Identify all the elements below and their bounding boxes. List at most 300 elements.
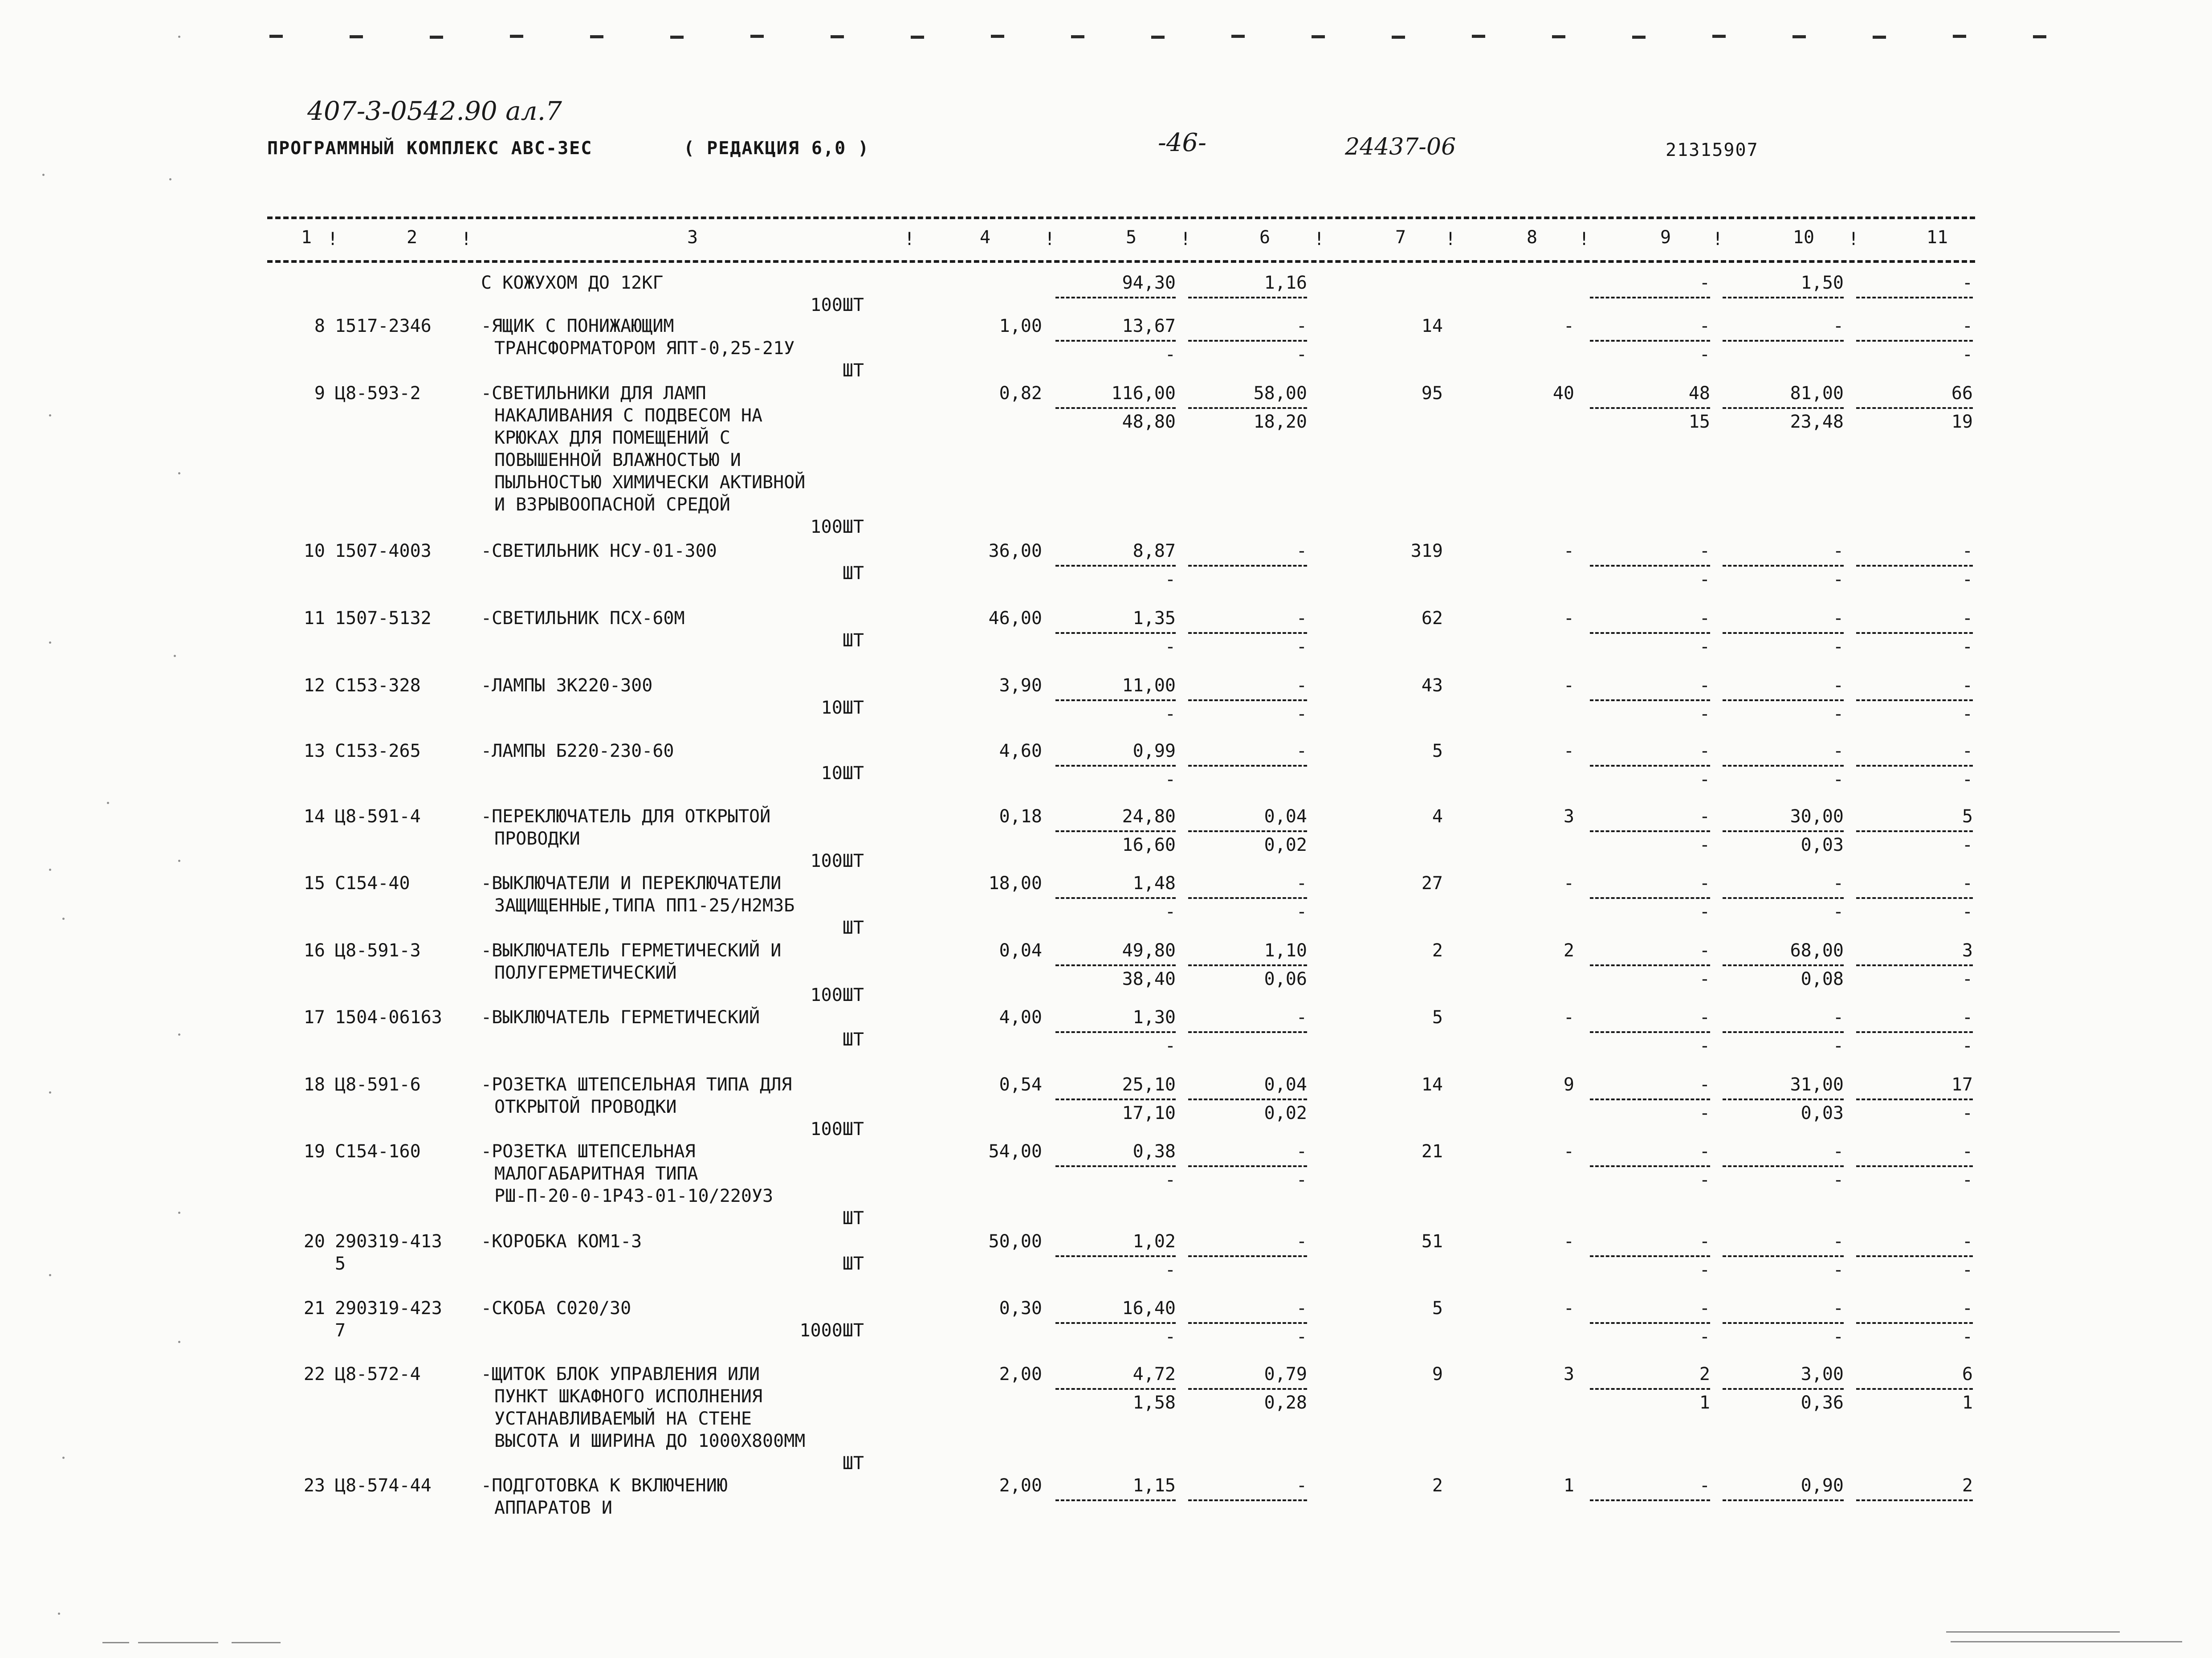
value-underline xyxy=(1723,297,1844,298)
secondary-value-col-11: 19 xyxy=(1951,412,1973,432)
item-description: -ВЫКЛЮЧАТЕЛИ И ПЕРЕКЛЮЧАТЕЛИ xyxy=(481,873,782,894)
secondary-value-col-6: 0,02 xyxy=(1264,835,1307,855)
value-col-11: - xyxy=(1962,1141,1973,1162)
resource-code: Ц8-593-2 xyxy=(335,383,421,404)
column-number-1: 1 xyxy=(301,227,312,248)
secondary-value-col-6: - xyxy=(1296,704,1307,724)
value-col-11: - xyxy=(1962,1231,1973,1252)
secondary-value-col-11: - xyxy=(1962,1036,1973,1056)
secondary-value-col-6: - xyxy=(1296,1170,1307,1190)
secondary-value-col-5: - xyxy=(1165,902,1176,922)
value-col-7: 14 xyxy=(1421,316,1443,336)
value-col-10: 0,90 xyxy=(1801,1475,1844,1496)
value-col-7: 43 xyxy=(1421,675,1443,696)
value-col-6: - xyxy=(1296,1298,1307,1319)
scan-mark xyxy=(138,1642,218,1643)
value-underline xyxy=(1188,830,1307,832)
column-number-5: 5 xyxy=(1125,227,1137,248)
resource-code: 1517-2346 xyxy=(335,316,432,336)
column-separator: ! xyxy=(1314,229,1325,249)
value-col-8: 1 xyxy=(1563,1475,1574,1496)
secondary-value-col-10: - xyxy=(1833,704,1844,724)
value-col-9: - xyxy=(1699,1141,1710,1162)
secondary-value-col-9: - xyxy=(1699,704,1710,724)
value-col-9: - xyxy=(1699,1231,1710,1252)
row-number: 20 xyxy=(303,1231,325,1252)
top-dash xyxy=(911,36,924,39)
item-description: УСТАНАВЛИВАЕМЫЙ НА СТЕНЕ xyxy=(494,1409,752,1429)
secondary-value-col-5: - xyxy=(1165,569,1176,590)
secondary-value-col-9: - xyxy=(1699,569,1710,590)
secondary-value-col-11: - xyxy=(1962,344,1973,365)
header-top-rule xyxy=(267,216,1975,219)
scan-mark xyxy=(1951,1641,2182,1642)
value-underline xyxy=(1188,897,1307,899)
row-number: 16 xyxy=(303,940,325,961)
row-number: 15 xyxy=(303,873,325,894)
value-underline xyxy=(1723,340,1844,342)
value-underline xyxy=(1856,1031,1973,1033)
value-col-8: - xyxy=(1563,1298,1574,1319)
secondary-value-col-11: - xyxy=(1962,969,1973,989)
value-underline xyxy=(1055,632,1176,634)
unit-of-measure: ШТ xyxy=(842,360,864,381)
value-underline xyxy=(1188,699,1307,701)
value-col-5: 16,40 xyxy=(1122,1298,1176,1319)
scan-speck xyxy=(49,1091,51,1094)
secondary-value-col-5: - xyxy=(1165,1327,1176,1347)
value-underline xyxy=(1856,632,1973,634)
value-underline xyxy=(1055,340,1176,342)
value-col-7: 14 xyxy=(1421,1074,1443,1095)
value-col-4: 0,04 xyxy=(999,940,1042,961)
scan-mark xyxy=(102,1642,129,1643)
value-underline xyxy=(1055,897,1176,899)
value-underline xyxy=(1590,699,1710,701)
item-description: -ВЫКЛЮЧАТЕЛЬ ГЕРМЕТИЧЕСКИЙ И xyxy=(481,940,782,961)
item-description: -ПЕРЕКЛЮЧАТЕЛЬ ДЛЯ ОТКРЫТОЙ xyxy=(481,806,771,827)
value-col-5: 24,80 xyxy=(1122,806,1176,827)
value-underline xyxy=(1856,565,1973,567)
secondary-value-col-5: 48,80 xyxy=(1122,412,1176,432)
secondary-value-col-10: 0,36 xyxy=(1801,1393,1844,1413)
value-underline xyxy=(1723,830,1844,832)
value-col-8: - xyxy=(1563,1007,1574,1028)
item-description: -ПОДГОТОВКА К ВКЛЮЧЕНИЮ xyxy=(481,1475,728,1496)
scan-speck xyxy=(62,918,65,920)
scan-speck xyxy=(62,1457,65,1459)
scan-mark xyxy=(232,1642,281,1643)
value-col-10: 31,00 xyxy=(1790,1074,1844,1095)
value-col-11: - xyxy=(1962,873,1973,894)
value-col-9: - xyxy=(1699,806,1710,827)
value-col-6: 0,04 xyxy=(1264,1074,1307,1095)
value-col-10: - xyxy=(1833,675,1844,696)
secondary-value-col-9: - xyxy=(1699,1327,1710,1347)
value-col-4: 0,82 xyxy=(999,383,1042,404)
value-col-8: 9 xyxy=(1563,1074,1574,1095)
scan-speck xyxy=(107,802,109,804)
value-col-10: - xyxy=(1833,1231,1844,1252)
value-underline xyxy=(1188,1099,1307,1100)
secondary-value-col-10: 0,03 xyxy=(1801,835,1844,855)
resource-code: 290319-423 xyxy=(335,1298,442,1319)
secondary-value-col-6: 0,28 xyxy=(1264,1393,1307,1413)
value-col-10: 3,00 xyxy=(1801,1364,1844,1384)
unit-of-measure: ШТ xyxy=(842,1254,864,1274)
secondary-value-col-11: - xyxy=(1962,704,1973,724)
value-underline xyxy=(1856,407,1973,409)
unit-of-measure: 10ШТ xyxy=(821,763,864,784)
value-col-10: - xyxy=(1833,316,1844,336)
value-underline xyxy=(1856,297,1973,298)
unit-of-measure: ШТ xyxy=(842,630,864,651)
secondary-value-col-10: - xyxy=(1833,1260,1844,1280)
column-number-3: 3 xyxy=(687,227,698,248)
secondary-value-col-6: - xyxy=(1296,1327,1307,1347)
row-number: 11 xyxy=(303,608,325,629)
value-col-4: 3,90 xyxy=(999,675,1042,696)
secondary-value-col-9: - xyxy=(1699,835,1710,855)
value-col-10: - xyxy=(1833,541,1844,561)
value-col-6: 1,10 xyxy=(1264,940,1307,961)
item-description: ПРОВОДКИ xyxy=(494,829,580,849)
item-description: ОТКРЫТОЙ ПРОВОДКИ xyxy=(494,1097,677,1117)
scan-speck xyxy=(178,1341,180,1343)
column-separator: ! xyxy=(327,229,338,249)
column-number-2: 2 xyxy=(406,227,418,248)
unit-of-measure: 10ШТ xyxy=(821,698,864,718)
secondary-value-col-10: 0,03 xyxy=(1801,1103,1844,1123)
secondary-value-col-9: - xyxy=(1699,1170,1710,1190)
top-dash xyxy=(1312,35,1325,38)
value-col-6: - xyxy=(1296,608,1307,629)
value-col-10: 81,00 xyxy=(1790,383,1844,404)
unit-of-measure: ШТ xyxy=(842,1029,864,1050)
secondary-value-col-5: 16,60 xyxy=(1122,835,1176,855)
secondary-value-col-5: 1,58 xyxy=(1132,1393,1176,1413)
scan-mark xyxy=(1946,1631,2120,1633)
scan-speck xyxy=(178,36,180,38)
unit-of-measure: 1000ШТ xyxy=(799,1320,864,1341)
value-underline xyxy=(1856,1388,1973,1390)
value-col-8: - xyxy=(1563,675,1574,696)
value-col-11: - xyxy=(1962,608,1973,629)
secondary-value-col-9: - xyxy=(1699,344,1710,365)
value-col-8: - xyxy=(1563,741,1574,761)
value-col-9: 48 xyxy=(1688,383,1710,404)
secondary-value-col-11: - xyxy=(1962,637,1973,657)
value-underline xyxy=(1055,1499,1176,1501)
row-number: 22 xyxy=(303,1364,325,1384)
scan-speck xyxy=(178,1033,180,1036)
value-underline xyxy=(1188,565,1307,567)
value-col-7: 21 xyxy=(1421,1141,1443,1162)
column-number-6: 6 xyxy=(1259,227,1271,248)
value-col-7: 2 xyxy=(1432,940,1443,961)
value-col-5: 1,15 xyxy=(1132,1475,1176,1496)
value-col-8: 2 xyxy=(1563,940,1574,961)
item-description: ПЫЛЬНОСТЬЮ ХИМИЧЕСКИ АКТИВНОЙ xyxy=(494,472,806,493)
column-number-8: 8 xyxy=(1526,227,1538,248)
top-dash xyxy=(1071,35,1084,38)
row-number: 18 xyxy=(303,1074,325,1095)
value-underline xyxy=(1590,297,1710,298)
scan-speck xyxy=(42,174,45,176)
value-underline xyxy=(1723,1255,1844,1257)
scan-speck xyxy=(49,641,51,644)
column-separator: ! xyxy=(1848,229,1859,249)
value-underline xyxy=(1188,632,1307,634)
value-col-7: 9 xyxy=(1432,1364,1443,1384)
top-dash xyxy=(1632,36,1646,39)
value-col-9: - xyxy=(1699,1475,1710,1496)
secondary-value-col-10: - xyxy=(1833,902,1844,922)
value-col-10: - xyxy=(1833,608,1844,629)
value-underline xyxy=(1055,565,1176,567)
resource-code: Ц8-591-4 xyxy=(335,806,421,827)
value-col-7: 51 xyxy=(1421,1231,1443,1252)
item-description: -РОЗЕТКА ШТЕПСЕЛЬНАЯ ТИПА ДЛЯ xyxy=(481,1074,792,1095)
value-col-6: 0,04 xyxy=(1264,806,1307,827)
secondary-value-col-5: - xyxy=(1165,344,1176,365)
value-col-9: - xyxy=(1699,1298,1710,1319)
secondary-value-col-11: - xyxy=(1962,1103,1973,1123)
top-dash xyxy=(430,36,443,39)
value-underline xyxy=(1723,1499,1844,1501)
value-underline xyxy=(1856,340,1973,342)
value-underline xyxy=(1590,830,1710,832)
top-dash xyxy=(831,35,844,38)
value-col-5: 1,02 xyxy=(1132,1231,1176,1252)
value-underline xyxy=(1590,340,1710,342)
secondary-value-col-6: - xyxy=(1296,344,1307,365)
value-underline xyxy=(1723,1165,1844,1167)
row-number: 9 xyxy=(314,383,325,404)
value-underline xyxy=(1856,964,1973,966)
value-underline xyxy=(1723,964,1844,966)
item-description: -КОРОБКА КОМ1-3 xyxy=(481,1231,642,1252)
value-underline xyxy=(1188,964,1307,966)
resource-code: 1504-06163 xyxy=(335,1007,442,1028)
scan-speck xyxy=(49,1274,51,1276)
row-number: 10 xyxy=(303,541,325,561)
value-col-8: 3 xyxy=(1563,806,1574,827)
item-description: -ЩИТОК БЛОК УПРАВЛЕНИЯ ИЛИ xyxy=(481,1364,760,1384)
resource-code: Ц8-572-4 xyxy=(335,1364,421,1384)
value-underline xyxy=(1055,765,1176,767)
value-underline xyxy=(1590,407,1710,409)
row-number: 14 xyxy=(303,806,325,827)
unit-of-measure: 100ШТ xyxy=(810,517,864,537)
value-underline xyxy=(1590,1165,1710,1167)
item-description: ПОЛУГЕРМЕТИЧЕСКИЙ xyxy=(494,963,677,983)
column-number-9: 9 xyxy=(1660,227,1671,248)
value-col-4: 0,30 xyxy=(999,1298,1042,1319)
item-description: ПУНКТ ШКАФНОГО ИСПОЛНЕНИЯ xyxy=(494,1386,763,1407)
row-number: 19 xyxy=(303,1141,325,1162)
scan-speck xyxy=(49,414,51,417)
value-underline xyxy=(1055,699,1176,701)
secondary-value-col-5: 38,40 xyxy=(1122,969,1176,989)
secondary-value-col-11: - xyxy=(1962,902,1973,922)
value-col-5: 25,10 xyxy=(1122,1074,1176,1095)
resource-code-suffix: 7 xyxy=(335,1320,346,1341)
value-underline xyxy=(1055,1165,1176,1167)
secondary-value-col-9: 15 xyxy=(1688,412,1710,432)
column-separator: ! xyxy=(1712,229,1723,249)
value-col-4: 36,00 xyxy=(988,541,1042,561)
secondary-value-col-6: - xyxy=(1296,637,1307,657)
resource-code: 290319-413 xyxy=(335,1231,442,1252)
value-col-9: - xyxy=(1699,940,1710,961)
secondary-value-col-5: 17,10 xyxy=(1122,1103,1176,1123)
value-col-6: 0,79 xyxy=(1264,1364,1307,1384)
value-col-9: - xyxy=(1699,675,1710,696)
secondary-value-col-11: 1 xyxy=(1962,1393,1973,1413)
value-col-4: 2,00 xyxy=(999,1364,1042,1384)
secondary-value-col-10: - xyxy=(1833,1327,1844,1347)
scan-speck xyxy=(178,1212,180,1214)
value-underline xyxy=(1590,765,1710,767)
value-col-11: 2 xyxy=(1962,1475,1973,1496)
scan-speck xyxy=(58,1613,60,1615)
secondary-value-col-5: - xyxy=(1165,704,1176,724)
unit-of-measure: 100ШТ xyxy=(810,985,864,1005)
unit-of-measure: ШТ xyxy=(842,918,864,938)
value-underline xyxy=(1723,1322,1844,1324)
secondary-value-col-10: - xyxy=(1833,1036,1844,1056)
secondary-value-col-6: 18,20 xyxy=(1253,412,1307,432)
value-underline xyxy=(1188,297,1307,298)
value-col-8: - xyxy=(1563,873,1574,894)
scan-speck xyxy=(49,869,51,871)
secondary-value-col-5: - xyxy=(1165,1170,1176,1190)
secondary-value-col-9: - xyxy=(1699,1036,1710,1056)
unit-of-measure: 100ШТ xyxy=(810,851,864,871)
scan-speck xyxy=(169,178,171,180)
value-col-5: 1,35 xyxy=(1132,608,1176,629)
secondary-value-col-10: 0,08 xyxy=(1801,969,1844,989)
secondary-value-col-9: - xyxy=(1699,902,1710,922)
value-col-4: 50,00 xyxy=(988,1231,1042,1252)
top-dash xyxy=(1953,35,1966,38)
value-col-10: - xyxy=(1833,1298,1844,1319)
resource-code: Ц8-591-3 xyxy=(335,940,421,961)
handwritten-document-code: 407-3-0542.90 ал.7 xyxy=(307,96,562,126)
column-number-10: 10 xyxy=(1792,227,1815,248)
column-number-7: 7 xyxy=(1395,227,1406,248)
secondary-value-col-10: 23,48 xyxy=(1790,412,1844,432)
value-col-7: 27 xyxy=(1421,873,1443,894)
value-col-9: - xyxy=(1699,608,1710,629)
value-underline xyxy=(1590,1388,1710,1390)
resource-code: С153-328 xyxy=(335,675,421,696)
value-underline xyxy=(1590,565,1710,567)
value-col-9: - xyxy=(1699,273,1710,293)
secondary-value-col-6: 0,02 xyxy=(1264,1103,1307,1123)
top-dash xyxy=(991,35,1004,38)
value-underline xyxy=(1590,1499,1710,1501)
value-col-11: 3 xyxy=(1962,940,1973,961)
value-underline xyxy=(1590,1031,1710,1033)
value-col-11: - xyxy=(1962,675,1973,696)
value-col-4: 46,00 xyxy=(988,608,1042,629)
value-col-6: - xyxy=(1296,316,1307,336)
value-underline xyxy=(1590,964,1710,966)
value-underline xyxy=(1723,1031,1844,1033)
unit-of-measure: ШТ xyxy=(842,1208,864,1229)
item-description: ЗАЩИЩЕННЫЕ,ТИПА ПП1-25/Н2М3Б xyxy=(494,895,795,916)
value-col-10: 68,00 xyxy=(1790,940,1844,961)
value-col-6: - xyxy=(1296,1141,1307,1162)
value-underline xyxy=(1188,1255,1307,1257)
resource-code: 1507-4003 xyxy=(335,541,432,561)
value-underline xyxy=(1856,1165,1973,1167)
value-underline xyxy=(1055,407,1176,409)
value-underline xyxy=(1188,1165,1307,1167)
value-col-7: 5 xyxy=(1432,1007,1443,1028)
unit-of-measure: ШТ xyxy=(842,563,864,584)
value-underline xyxy=(1723,632,1844,634)
top-dash xyxy=(1552,35,1565,38)
resource-code: Ц8-591-6 xyxy=(335,1074,421,1095)
value-underline xyxy=(1590,1322,1710,1324)
item-description: ТРАНСФОРМАТОРОМ ЯПТ-0,25-21У xyxy=(494,338,795,359)
secondary-value-col-11: - xyxy=(1962,769,1973,790)
top-dash xyxy=(510,35,523,38)
value-underline xyxy=(1055,1031,1176,1033)
value-col-10: 30,00 xyxy=(1790,806,1844,827)
value-col-5: 94,30 xyxy=(1122,273,1176,293)
value-underline xyxy=(1856,765,1973,767)
value-underline xyxy=(1055,964,1176,966)
value-underline xyxy=(1723,407,1844,409)
value-col-4: 0,18 xyxy=(999,806,1042,827)
value-underline xyxy=(1723,565,1844,567)
secondary-value-col-11: - xyxy=(1962,1327,1973,1347)
value-col-11: - xyxy=(1962,741,1973,761)
value-col-7: 5 xyxy=(1432,1298,1443,1319)
value-underline xyxy=(1188,1322,1307,1324)
program-label: ПРОГРАММНЫЙ КОМПЛЕКС АВС-3ЕС xyxy=(267,138,593,159)
value-underline xyxy=(1055,1099,1176,1100)
value-underline xyxy=(1188,1499,1307,1501)
secondary-value-col-10: - xyxy=(1833,569,1844,590)
value-col-10: - xyxy=(1833,1141,1844,1162)
item-description: -ЛАМПЫ Б220-230-60 xyxy=(481,741,674,761)
value-col-7: 5 xyxy=(1432,741,1443,761)
value-col-6: - xyxy=(1296,1007,1307,1028)
value-underline xyxy=(1856,897,1973,899)
value-col-8: - xyxy=(1563,608,1574,629)
value-underline xyxy=(1188,1031,1307,1033)
value-col-11: 17 xyxy=(1951,1074,1973,1095)
value-col-5: 0,38 xyxy=(1132,1141,1176,1162)
value-underline xyxy=(1055,1322,1176,1324)
column-separator: ! xyxy=(461,229,472,249)
item-description: -ВЫКЛЮЧАТЕЛЬ ГЕРМЕТИЧЕСКИЙ xyxy=(481,1007,760,1028)
value-col-5: 1,30 xyxy=(1132,1007,1176,1028)
value-underline xyxy=(1055,830,1176,832)
item-description: РШ-П-20-0-1Р43-01-10/220У3 xyxy=(494,1186,774,1206)
secondary-value-col-9: - xyxy=(1699,1103,1710,1123)
code-number: 21315907 xyxy=(1666,140,1759,160)
top-dash xyxy=(1392,36,1405,39)
value-col-8: - xyxy=(1563,1231,1574,1252)
item-description: АППАРАТОВ И xyxy=(494,1498,612,1518)
unit-of-measure: 100ШТ xyxy=(810,1119,864,1139)
